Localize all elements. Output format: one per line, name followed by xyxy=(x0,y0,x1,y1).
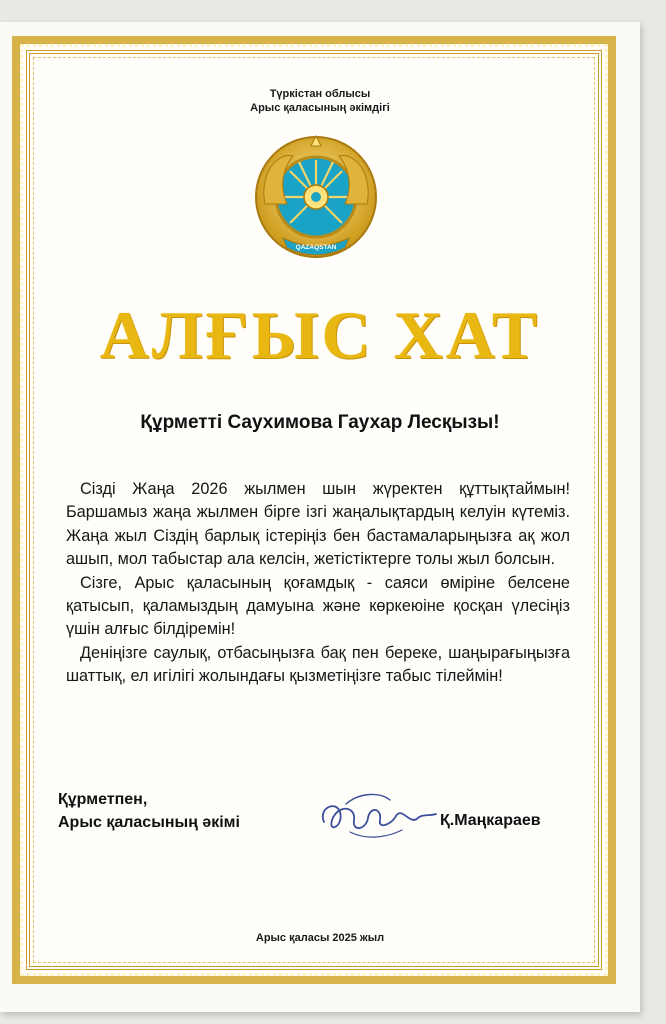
closing-regards: Құрметпен, xyxy=(58,791,148,808)
closing-block xyxy=(58,788,240,834)
salutation: Құрметті Саухимова Гаухар Лесқызы! xyxy=(140,412,500,433)
body-paragraph: Сізге, Арыс қаласының қоғамдық - саяси өміріне белсене қатысып, қаламыздың дамуына және көркеюіне қосқан үлесіңіз үшін алғыс білдіремін! xyxy=(66,573,570,639)
body-paragraph: Деніңізге саулық, отбасыңызға бақ пен береке, шаңырағыңызға шаттық, ел игілігі жолындағы қызметіңізге табыс тілеймін! xyxy=(66,643,570,686)
body-paragraph: Сізді Жаңа 2026 жылмен шын жүректен құттықтаймын! Баршамыз жаңа жылмен бірге ізгі жаңалықтардың келуін күтеміз. Жаңа жыл Сіздің барлық істеріңіз бен бастамаларыңызға ақ жол ашып, мол табыстар ала келсін, жетістіктерге толы жыл болсын. xyxy=(66,480,570,569)
signer-position: Арыс қаласының әкімі xyxy=(58,814,240,831)
letter-body xyxy=(66,478,570,689)
state-emblem-icon xyxy=(253,134,379,264)
signature-icon xyxy=(310,786,440,852)
footer-place-year: Арыс қаласы 2025 жыл xyxy=(255,932,385,944)
header-office: Арыс қаласының әкімдігі xyxy=(250,102,390,114)
svg-text:QAZAQSTAN: QAZAQSTAN xyxy=(295,244,337,251)
header-region: Түркістан облысы xyxy=(269,88,371,100)
signer-name: Қ.Маңкараев xyxy=(440,812,541,829)
letter-title: АЛҒЫС ХАТ xyxy=(99,297,541,373)
